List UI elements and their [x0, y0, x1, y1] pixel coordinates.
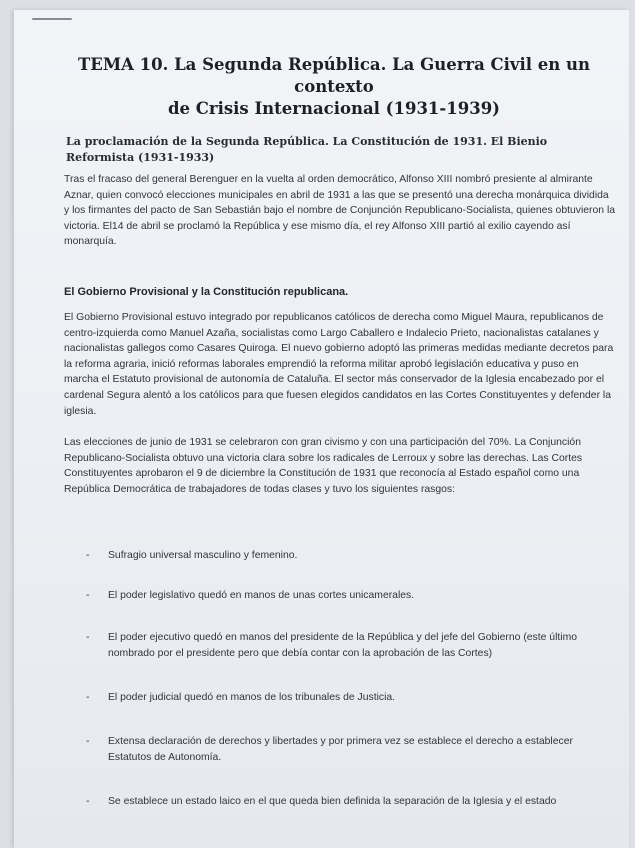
- list-item: [86, 630, 614, 661]
- bullet-dash: -: [86, 796, 90, 807]
- section-2-heading: El Gobierno Provisional y la Constitución republicana.: [64, 286, 349, 298]
- list-item-text: Se establece un estado laico en el que queda bien definida la separación de la Iglesia y el estado: [108, 796, 557, 807]
- list-item: [86, 794, 614, 810]
- list-item-text: El poder ejecutivo quedó en manos del presidente de la República y del jefe del Gobierno (este último nombrado por el presidente pero que debía contar con la aprobación de las Cortes): [108, 632, 578, 659]
- title-line-1: TEMA 10. La Segunda República. La Guerra Civil en un contexto: [77, 55, 591, 96]
- section-1-heading: La proclamación de la Segunda República. La Constitución de 1931. El Bienio Reformista (1931-1933): [66, 135, 548, 164]
- section-1-paragraph: Tras el fracaso del general Berenguer en la vuelta al orden democrático, Alfonso XIII nombró presiente al almirante Aznar, quien convocó elecciones municipales en abril de 1931 a las que se presentó una derecha monárquica dividida y los firmantes del pacto de San Sebastián bajo el nombre de Conjunción Republicano-Socialista, quienes obtuvieron la victoria. El14 de abril se proclamó la República y ese mismo día, el rey Alfonso XIII partió al exilio cayendo así monarquía.: [64, 174, 616, 248]
- bullet-dash: -: [86, 590, 90, 601]
- list-item-text: Sufragio universal masculino y femenino.: [108, 550, 298, 561]
- list-item-text: Extensa declaración de derechos y libertades y por primera vez se establece el derecho a establecer Estatutos de Autonomía.: [108, 736, 573, 763]
- document-title: [54, 54, 614, 120]
- bullet-dash: -: [86, 736, 90, 747]
- list-item-text: El poder judicial quedó en manos de los tribunales de Justicia.: [108, 692, 396, 703]
- list-item-text: El poder legislativo quedó en manos de unas cortes unicamerales.: [108, 590, 415, 601]
- section-2-paragraph-2: Las elecciones de junio de 1931 se celebraron con gran civismo y con una participación del 70%. La Conjunción Republicano-Socialista obtuvo una victoria clara sobre los radicales de Lerroux y sobre las derechas. Las Cortes Constituyentes aprobaron el 9 de diciembre la Constitución de 1931 que reconocía al Estado español como una República Democrática de trabajadores de todas clases y tuvo los siguientes rasgos:: [64, 437, 583, 495]
- list-item: [86, 548, 614, 564]
- document-page: [14, 10, 629, 848]
- section-2-paragraph-1: El Gobierno Provisional estuvo integrado por republicanos católicos de derecha como Miguel Maura, republicanos de centro-izquierda como Manuel Azaña, socialistas como Largo Caballero e Indalecio Prieto, nacionalistas catalanes y nacionalistas gallegos como Casares Quiroga. El nuevo gobierno adoptó las primeras medidas mediante decretos para la reforma agraria, inició reformas laborales emprendió la reforma militar aprobó legislación educativa y puso en marcha el Estatuto provisional de autonomía de Cataluña. El sector más conservador de la Iglesia encabezado por el cardenal Segura alentó a los católicos para que fuesen elegidos candidatos en las Cortes Constituyentes y defender la iglesia.: [64, 312, 614, 417]
- bullet-dash: -: [86, 632, 90, 643]
- list-item: [86, 588, 614, 604]
- bullet-dash: -: [86, 692, 90, 703]
- bullet-dash: -: [86, 550, 90, 561]
- pen-mark: [32, 18, 72, 20]
- list-item: [86, 734, 614, 765]
- list-item: [86, 690, 614, 706]
- title-line-2: de Crisis Internacional (1931-1939): [167, 99, 500, 118]
